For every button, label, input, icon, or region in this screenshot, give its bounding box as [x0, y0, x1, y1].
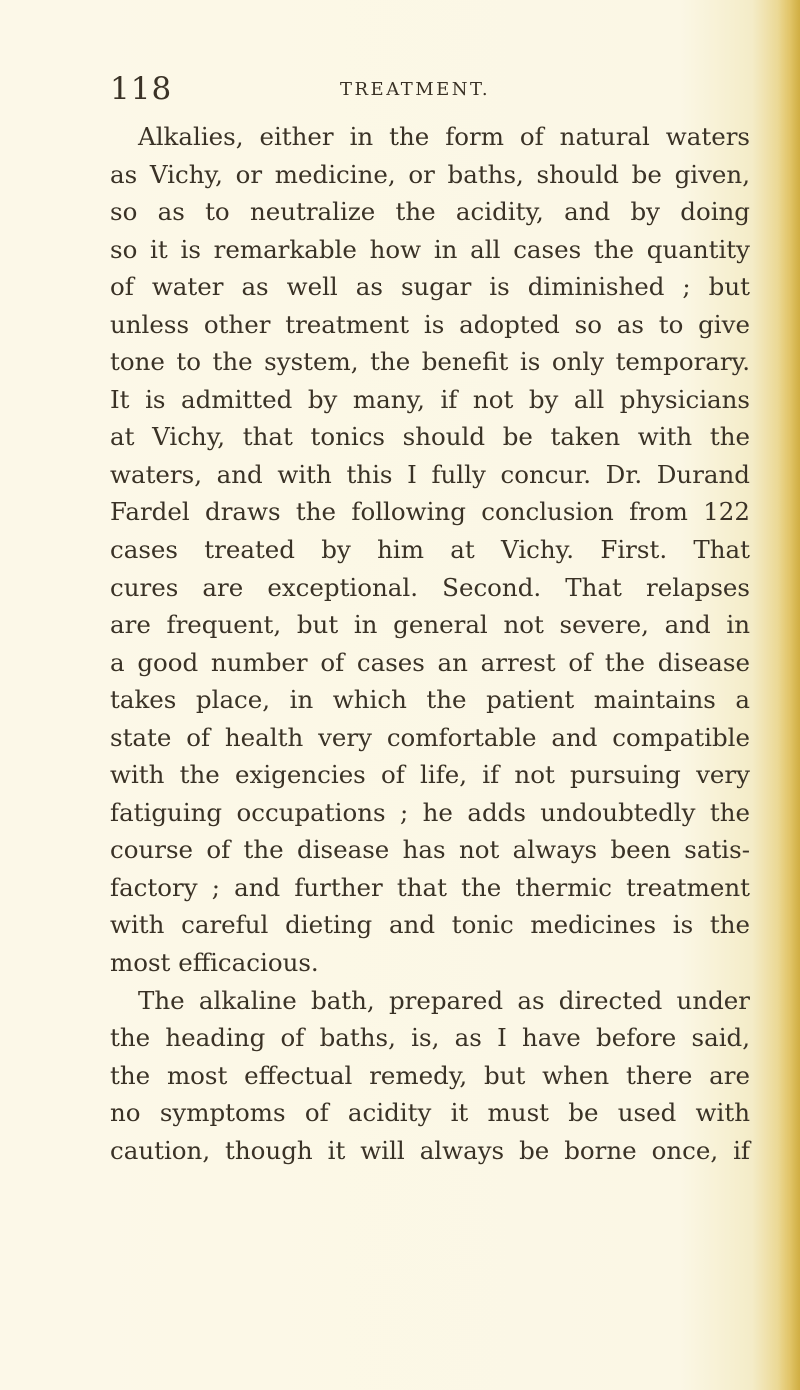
text-line: as Vichy, or medicine, or baths, should be given,: [110, 159, 750, 189]
text-line: so it is remarkable how in all cases the quantity: [110, 234, 750, 264]
text-line: the heading of baths, is, as I have before said,: [110, 1023, 750, 1053]
page-edge-shading: [778, 0, 800, 1390]
text-line: most efficacious.: [110, 948, 319, 978]
text-line: It is admitted by many, if not by all physicians: [110, 384, 750, 414]
text-line: takes place, in which the patient maintains a: [110, 685, 750, 715]
text-line: unless other treatment is adopted so as to give: [110, 309, 750, 339]
text-line: with the exigencies of life, if not pursuing very: [110, 760, 750, 790]
text-line: fatiguing occupations ; he adds undoubtedly the: [110, 797, 750, 827]
text-line: at Vichy, that tonics should be taken with the: [110, 422, 750, 452]
text-line: with careful dieting and tonic medicines is the: [110, 910, 750, 940]
text-line: state of health very comfortable and compatible: [110, 722, 750, 752]
running-head: TREATMENT.: [340, 79, 491, 100]
page-number: 118: [110, 71, 173, 107]
body-text: [110, 118, 750, 1169]
text-line: a good number of cases an arrest of the disease: [110, 647, 750, 677]
text-line: are frequent, but in general not severe, and in: [110, 610, 750, 640]
text-line: cures are exceptional. Second. That relapses: [110, 572, 750, 602]
text-line: of water as well as sugar is diminished ; but: [110, 272, 750, 302]
text-line: tone to the system, the benefit is only temporary.: [110, 347, 750, 377]
text-line: Fardel draws the following conclusion from 122: [110, 497, 750, 527]
text-line: The alkaline bath, prepared as directed under: [138, 985, 750, 1015]
text-line: course of the disease has not always been satis-: [110, 835, 750, 865]
text-line: cases treated by him at Vichy. First. That: [110, 535, 750, 565]
text-line: no symptoms of acidity it must be used with: [110, 1098, 750, 1128]
text-line: factory ; and further that the thermic treatment: [110, 872, 750, 902]
text-line: waters, and with this I fully concur. Dr. Durand: [110, 459, 750, 489]
page-header: [0, 72, 800, 106]
text-line: the most effectual remedy, but when there are: [110, 1060, 750, 1090]
text-line: so as to neutralize the acidity, and by doing: [110, 197, 750, 227]
text-line: Alkalies, either in the form of natural waters: [138, 122, 750, 151]
text-line: caution, though it will always be borne once, if: [110, 1135, 750, 1165]
